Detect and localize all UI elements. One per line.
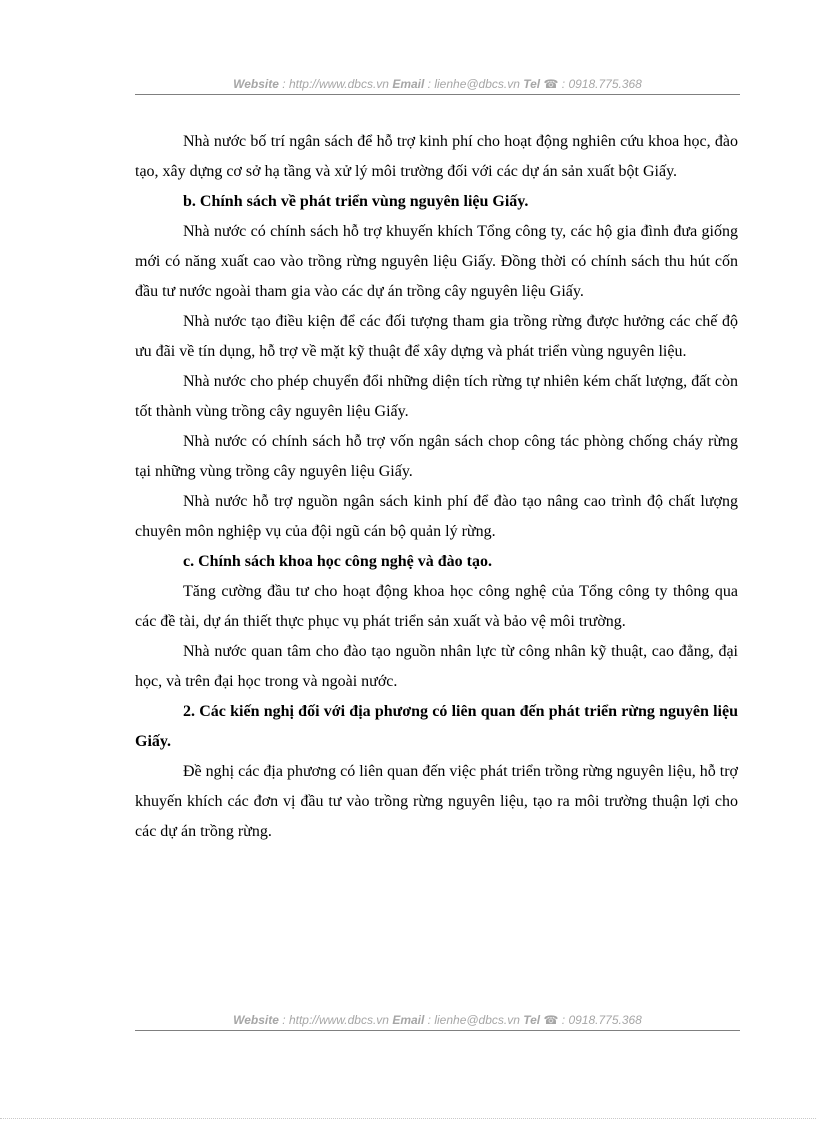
- footer-website-link[interactable]: : http://www.dbcs.vn: [278, 1013, 393, 1027]
- page-header: [135, 76, 740, 95]
- page-bottom-divider: [0, 1118, 816, 1119]
- section-heading-2: 2. Các kiến nghị đối với địa phương có liên quan đến phát triển rừng nguyên liệu Giấy.: [135, 703, 738, 750]
- section-heading-b: b. Chính sách về phát triển vùng nguyên liệu Giấy.: [183, 193, 529, 210]
- paragraph: Đề nghị các địa phương có liên quan đến việc phát triển trồng rừng nguyên liệu, hỗ trợ khuyến khích các đơn vị đầu tư vào trồng rừng nguyên liệu, tạo ra môi trường thuận lợi cho các dự án trồng rừng.: [135, 763, 738, 840]
- header-email-label: Email: [392, 77, 425, 91]
- paragraph: Tăng cường đầu tư cho hoạt động khoa học công nghệ của Tổng công ty thông qua các đề tài, dự án thiết thực phục vụ phát triển sản xuất và bảo vệ môi trường.: [135, 583, 738, 630]
- footer-email-link[interactable]: : lienhe@dbcs.vn: [424, 1013, 524, 1027]
- footer-tel-label: Tel: [523, 1013, 541, 1027]
- header-website-label: Website: [233, 77, 279, 91]
- phone-icon: ☎: [540, 77, 559, 91]
- paragraph: Nhà nước hỗ trợ nguồn ngân sách kinh phí để đào tạo nâng cao trình độ chất lượng chuyên môn nghiệp vụ của đội ngũ cán bộ quản lý rừng.: [135, 493, 738, 540]
- section-heading-c: c. Chính sách khoa học công nghệ và đào tạo.: [183, 553, 492, 570]
- paragraph: Nhà nước cho phép chuyển đổi những diện tích rừng tự nhiên kém chất lượng, đất còn tốt thành vùng trồng cây nguyên liệu Giấy.: [135, 373, 738, 420]
- paragraph: Nhà nước có chính sách hỗ trợ vốn ngân sách chop công tác phòng chống cháy rừng tại những vùng trồng cây nguyên liệu Giấy.: [135, 433, 738, 480]
- document-body: [135, 127, 738, 847]
- footer-tel-value: : 0918.775.368: [558, 1013, 642, 1027]
- header-tel-label: Tel: [523, 77, 541, 91]
- paragraph: Nhà nước quan tâm cho đào tạo nguồn nhân lực từ công nhân kỹ thuật, cao đẳng, đại học, và trên đại học trong và ngoài nước.: [135, 643, 738, 690]
- header-website-link[interactable]: : http://www.dbcs.vn: [278, 77, 393, 91]
- header-email-link[interactable]: : lienhe@dbcs.vn: [424, 77, 524, 91]
- header-tel-value: : 0918.775.368: [558, 77, 642, 91]
- paragraph: Nhà nước tạo điều kiện để các đối tượng tham gia trồng rừng được hưởng các chế độ ưu đãi về tín dụng, hỗ trợ về mặt kỹ thuật để xây dựng và phát triển vùng nguyên liệu.: [135, 313, 738, 360]
- footer-email-label: Email: [392, 1013, 425, 1027]
- footer-website-label: Website: [233, 1013, 279, 1027]
- paragraph: Nhà nước bố trí ngân sách để hỗ trợ kinh phí cho hoạt động nghiên cứu khoa học, đào tạo, xây dựng cơ sở hạ tầng và xử lý môi trường đối với các dự án sản xuất bột Giấy.: [135, 133, 738, 180]
- paragraph: Nhà nước có chính sách hỗ trợ khuyến khích Tổng công ty, các hộ gia đình đưa giống mới có năng xuất cao vào trồng rừng nguyên liệu Giấy. Đồng thời có chính sách thu hút cốn đầu tư nước ngoài tham gia vào các dự án trồng cây nguyên liệu Giấy.: [135, 223, 738, 300]
- phone-icon: ☎: [540, 1013, 559, 1027]
- page-footer: [135, 1012, 740, 1031]
